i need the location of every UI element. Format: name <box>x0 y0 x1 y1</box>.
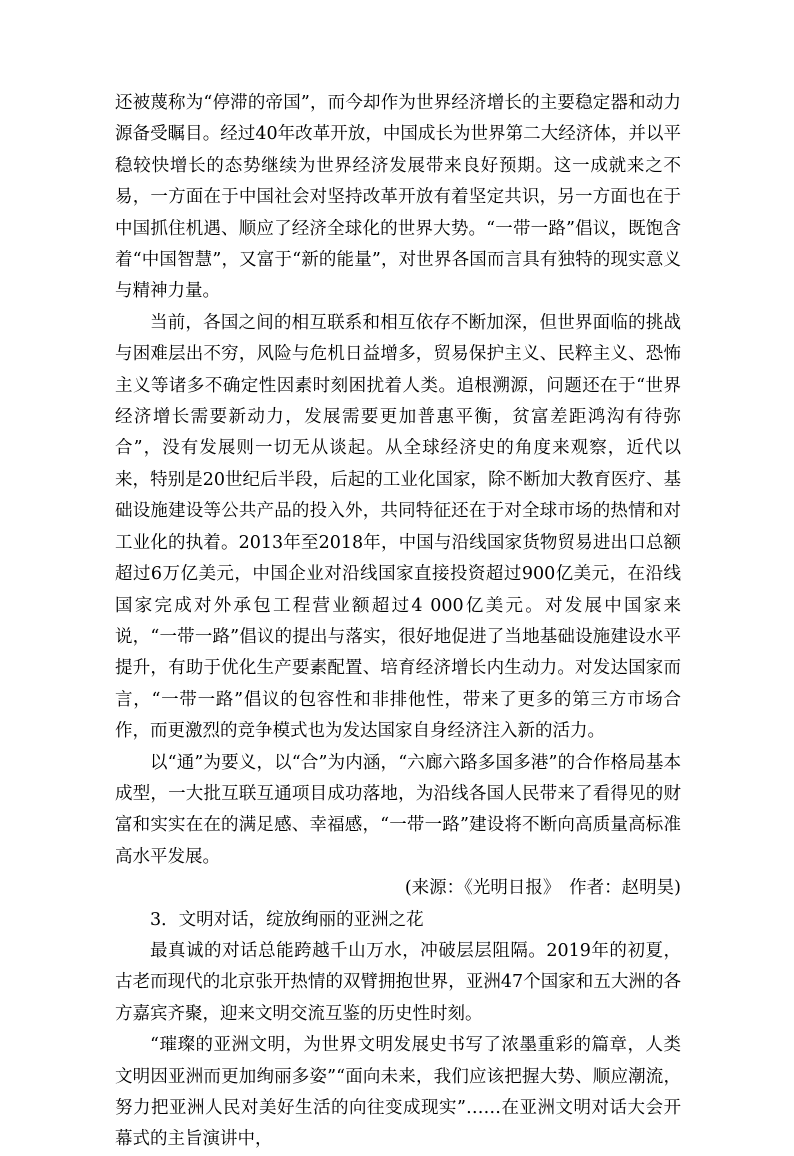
article-source: (来源：《光明日报》 作者：赵明昊) <box>404 878 681 899</box>
paragraph-cooperation: 以“通”为要义，以“合”为内涵，“六廊六路多国多港”的合作格局基本成型，一大批互联互通项目成功落地，为沿线各国人民带来了看得见的财富和实实在在的满足感、幸福感，“一带一路”建设将不断向高质量高标准高水平发展。 <box>115 752 681 867</box>
section-heading: 3．文明对话，绽放绚丽的亚洲之花 <box>150 909 424 930</box>
paragraph-speech: “璀璨的亚洲文明，为世界文明发展史书写了浓墨重彩的篇章，人类文明因亚洲而更加绚丽多姿”“面向未来，我们应该把握大势、顺应潮流，努力把亚洲人民对美好生活的向往变成现实”……在亚洲文明对话大会开幕式的主旨演讲中， <box>115 1035 681 1150</box>
paragraph-intro: 还被蔑称为“停滞的帝国”，而今却作为世界经济增长的主要稳定器和动力源备受瞩目。经过40年改革开放，中国成长为世界第二大经济体，并以平稳较快增长的态势继续为世界经济发展带来良好预期。这一成就来之不易，一方面在于中国社会对坚持改革开放有着坚定共识，另一方面也在于中国抓住机遇、顺应了经济全球化的世界大势。“一带一路”倡议，既饱含着“中国智慧”，又富于“新的能量”，对世界各国而言具有独特的现实意义与精神力量。 <box>115 93 681 302</box>
document-page <box>115 88 681 1156</box>
paragraph-current-situation: 当前，各国之间的相互联系和相互依存不断加深，但世界面临的挑战与困难层出不穷，风险与危机日益增多，贸易保护主义、民粹主义、恐怖主义等诸多不确定性因素时刻困扰着人类。追根溯源，问题还在于“世界经济增长需要新动力，发展需要更加普惠平衡，贫富差距鸿沟有待弥合”，没有发展则一切无从谈起。从全球经济史的角度来观察，近代以来，特别是20世纪后半段，后起的工业化国家，除不断加大教育医疗、基础设施建设等公共产品的投入外，共同特征还在于对全球市场的热情和对工业化的执着。2013年至2018年，中国与沿线国家货物贸易进出口总额超过6万亿美元，中国企业对沿线国家直接投资超过900亿美元，在沿线国家完成对外承包工程营业额超过4 000亿美元。对发展中国家来说，“一带一路”倡议的提出与落实，很好地促进了当地基础设施建设水平提升，有助于优化生产要素配置、培育经济增长内生动力。对发达国家而言，“一带一路”倡议的包容性和非排他性，带来了更多的第三方市场合作，而更激烈的竞争模式也为发达国家自身经济注入新的活力。 <box>115 312 681 742</box>
paragraph-dialogue: 最真诚的对话总能跨越千山万水，冲破层层阻隔。2019年的初夏，古老而现代的北京张开热情的双臂拥抱世界，亚洲47个国家和五大洲的各方嘉宾齐聚，迎来文明交流互鉴的历史性时刻。 <box>115 940 681 1024</box>
